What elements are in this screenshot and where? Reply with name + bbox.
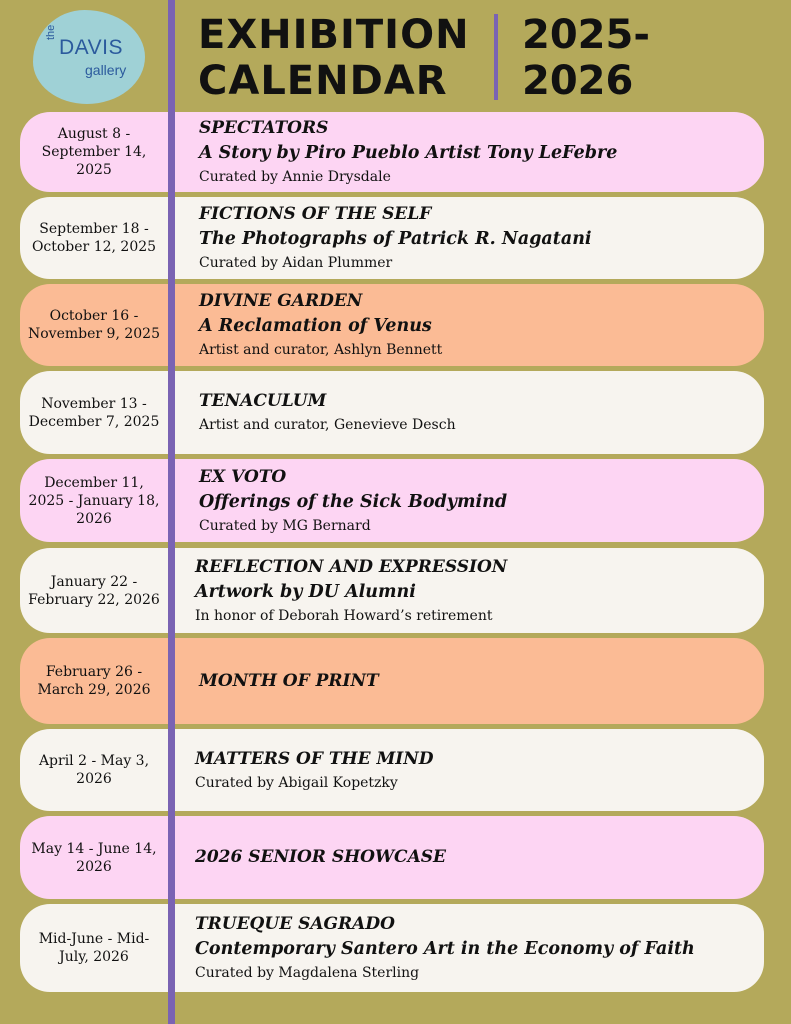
exhibition-credit: Artist and curator, Genevieve Desch <box>199 417 456 433</box>
exhibition-date <box>20 638 168 724</box>
exhibition-card[interactable] <box>175 112 764 192</box>
page-title <box>198 12 470 104</box>
exhibition-date <box>20 548 168 633</box>
exhibition-date <box>20 904 168 992</box>
exhibition-card[interactable] <box>175 816 764 899</box>
exhibition-date <box>20 729 168 811</box>
page-years <box>522 12 650 104</box>
exhibition-title: MATTERS OF THE MIND <box>195 748 434 769</box>
exhibition-card[interactable] <box>175 729 764 811</box>
exhibition-title: 2026 SENIOR SHOWCASE <box>195 847 447 867</box>
exhibition-date-text: October 16 - November 9, 2025 <box>28 308 160 342</box>
exhibition-credit: Artist and curator, Ashlyn Bennett <box>199 342 443 358</box>
exhibition-title: TRUEQUE SAGRADO <box>195 914 395 934</box>
years-line-2: 2026 <box>522 58 634 104</box>
exhibition-subtitle: A Reclamation of Venus <box>199 316 432 336</box>
exhibition-date-text: February 26 - March 29, 2026 <box>37 664 151 698</box>
exhibition-date-text: May 14 - June 14, 2026 <box>31 840 157 875</box>
exhibition-date <box>20 284 168 366</box>
exhibition-date-text: December 11, 2025 - January 18, 2026 <box>28 474 160 527</box>
exhibition-credit: Curated by Magdalena Sterling <box>195 965 420 981</box>
exhibition-card[interactable] <box>175 904 764 992</box>
exhibition-date-text: January 22 - February 22, 2026 <box>28 573 160 608</box>
exhibition-date <box>20 459 168 542</box>
logo-name-text: DAVIS <box>59 36 123 59</box>
timeline-line <box>168 0 175 1024</box>
exhibition-credit: Curated by Aidan Plummer <box>199 255 393 271</box>
exhibition-card[interactable] <box>175 197 764 279</box>
exhibition-title: FICTIONS OF THE SELF <box>199 204 432 224</box>
exhibition-card[interactable] <box>175 284 764 366</box>
exhibition-date-text: September 18 - October 12, 2025 <box>31 221 157 255</box>
exhibition-card[interactable] <box>175 371 764 454</box>
title-line-1: EXHIBITION <box>198 12 470 58</box>
exhibition-title: TENACULUM <box>199 391 327 411</box>
exhibition-date <box>20 197 168 279</box>
exhibition-title: REFLECTION AND EXPRESSION <box>195 556 508 577</box>
exhibition-credit: Curated by Annie Drysdale <box>199 169 391 185</box>
exhibition-date-text: Mid-June - Mid-July, 2026 <box>38 931 150 965</box>
exhibition-credit: In honor of Deborah Howard’s retirement <box>195 607 493 624</box>
exhibition-date <box>20 112 168 192</box>
exhibition-title: MONTH OF PRINT <box>199 670 379 691</box>
exhibition-card[interactable] <box>175 459 764 542</box>
exhibition-subtitle: Contemporary Santero Art in the Economy of Faith <box>195 939 695 959</box>
title-line-2: CALENDAR <box>198 58 448 104</box>
exhibition-date <box>20 371 168 454</box>
exhibition-credit: Curated by Abigail Kopetzky <box>195 774 398 791</box>
exhibition-date-text: November 13 - December 7, 2025 <box>28 395 160 430</box>
exhibition-date <box>20 816 168 899</box>
exhibition-subtitle: A Story by Piro Pueblo Artist Tony LeFebre <box>199 143 618 163</box>
exhibition-card[interactable] <box>175 548 764 633</box>
exhibition-card[interactable] <box>175 638 764 724</box>
exhibition-subtitle: Offerings of the Sick Bodymind <box>199 491 508 512</box>
exhibition-subtitle: Artwork by DU Alumni <box>195 581 416 602</box>
exhibition-title: DIVINE GARDEN <box>199 291 363 311</box>
logo-gallery-text: gallery <box>85 62 127 78</box>
exhibition-title: SPECTATORS <box>199 118 329 138</box>
gallery-logo[interactable] <box>33 10 145 104</box>
exhibition-date-text: August 8 - September 14, 2025 <box>41 126 147 178</box>
exhibition-credit: Curated by MG Bernard <box>199 517 371 534</box>
logo-the-text: the <box>45 24 57 40</box>
exhibition-date-text: April 2 - May 3, 2026 <box>38 753 150 787</box>
title-divider <box>494 14 498 100</box>
exhibition-subtitle: The Photographs of Patrick R. Nagatani <box>199 229 592 249</box>
years-line-1: 2025- <box>522 12 650 58</box>
exhibition-title: EX VOTO <box>199 466 287 487</box>
